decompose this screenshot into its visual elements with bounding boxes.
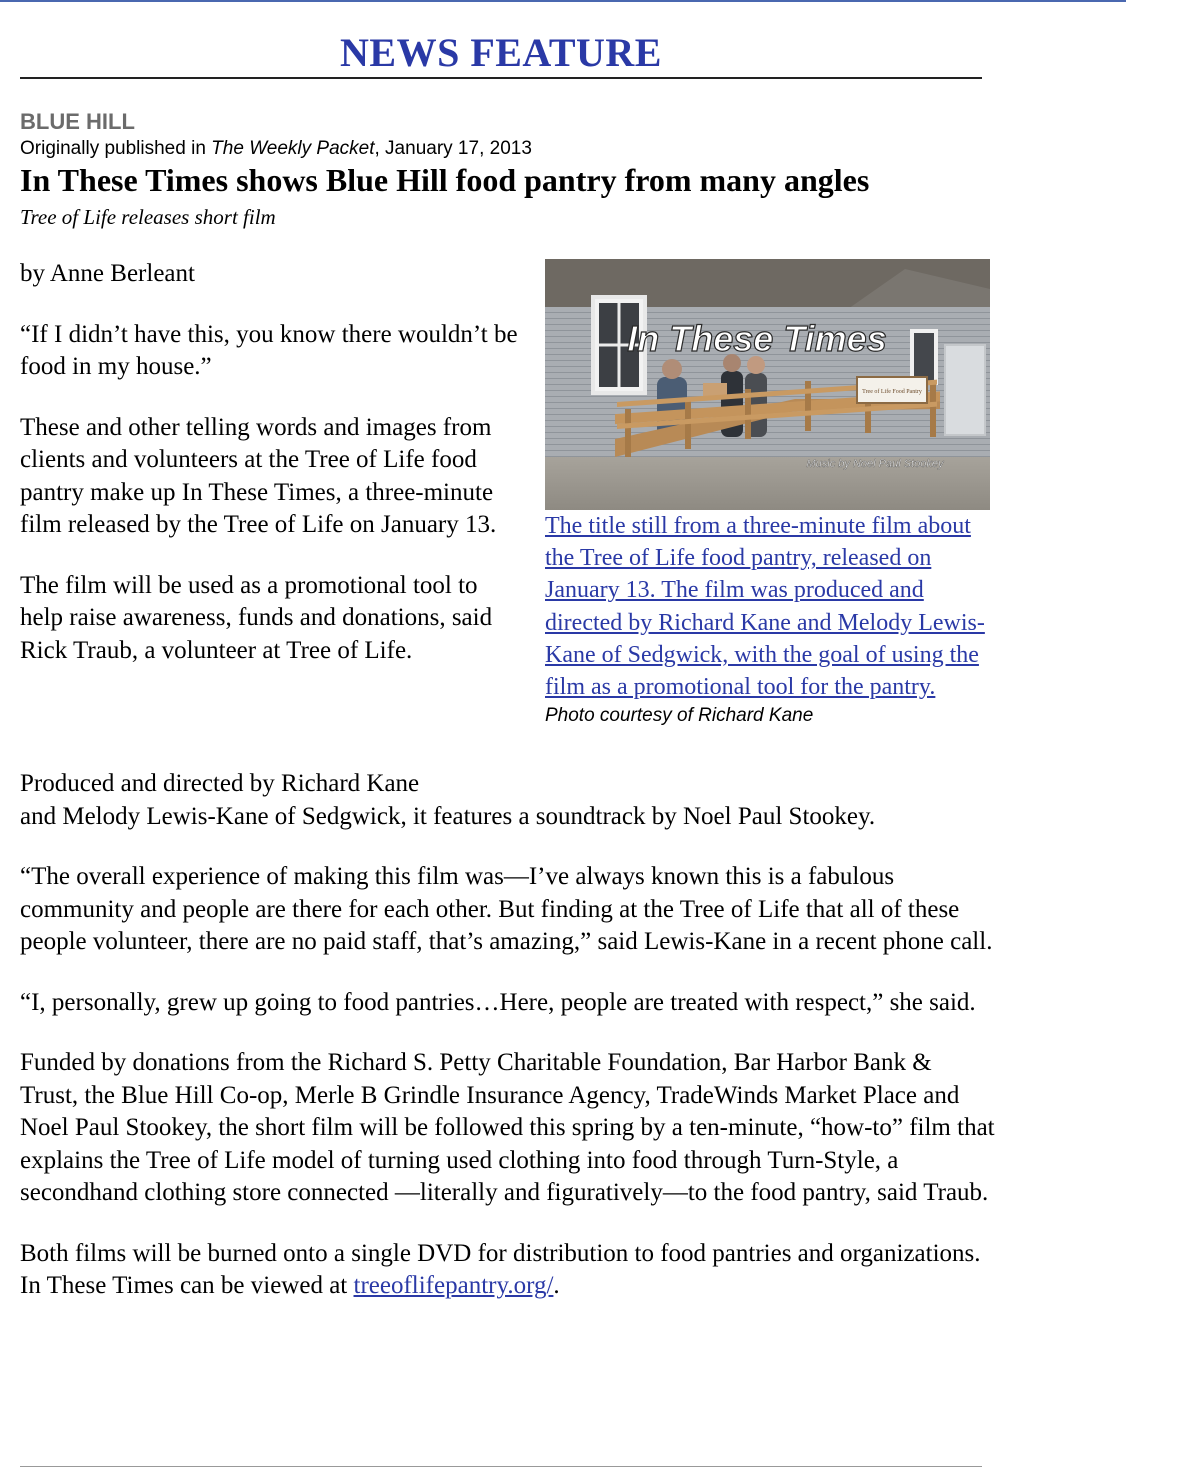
publication-info xyxy=(20,136,532,162)
article-photo xyxy=(545,259,990,510)
paragraph xyxy=(20,1238,995,1303)
pub-name: The Weekly Packet xyxy=(211,138,375,159)
title-divider xyxy=(20,77,982,79)
paragraph-text: Both films will be burned onto a single DVD for distribution to food pantries and organizations. In These Times can be viewed at xyxy=(20,1239,981,1299)
bottom-divider xyxy=(20,1466,982,1467)
pub-prefix: Originally published in xyxy=(20,138,212,159)
photo-music-credit: Music by Noel Paul Stookey xyxy=(806,458,944,470)
paragraph: “The overall experience of making this film was—I’ve always known this is a fabulous community and people are there for each other. But finding at the Tree of Life that all of these people volunteer, there are no paid staff, that’s amazing,” said Lewis-Kane in a recent phone call. xyxy=(20,863,993,955)
website-link[interactable]: treeoflifepantry.org/ xyxy=(353,1272,554,1299)
paragraph: “If I didn’t have this, you know there wouldn’t be food in my house.” xyxy=(20,320,518,380)
article-headline: In These Times shows Blue Hill food pantry from many angles xyxy=(20,162,870,198)
paragraph xyxy=(20,768,995,833)
article-body-bottom xyxy=(20,768,995,1331)
dateline: BLUE HILL xyxy=(20,109,135,134)
link-suffix: . xyxy=(553,1272,560,1299)
pub-date: , January 17, 2013 xyxy=(374,138,532,159)
photo-credit: Photo courtesy of Richard Kane xyxy=(545,705,814,727)
article-body-top xyxy=(20,258,525,695)
top-divider xyxy=(0,0,1126,2)
paragraph: Funded by donations from the Richard S. Petty Charitable Foundation, Bar Harbor Bank & Trust, the Blue Hill Co-op, Merle B Grindle Insurance Agency, TradeWinds Market Place and Noel Paul Stookey, the short film will be followed this spring by a ten-minute, “how-to” film that explains the Tree of Life model of turning used clothing into food through Turn-Style, a secondhand clothing store connected —literally and figuratively—to the food pantry, said Traub. xyxy=(20,1049,995,1206)
paragraph: “I, personally, grew up going to food pantries…Here, people are treated with respect,” she said. xyxy=(20,988,976,1016)
article-subhead: Tree of Life releases short film xyxy=(20,205,276,229)
byline: by Anne Berleant xyxy=(20,260,195,287)
photo-title-text: In These Times xyxy=(627,318,887,359)
photo-caption-link[interactable]: The title still from a three-minute film about the Tree of Life food pantry, released on January 13. The film was produced and directed by Richard Kane and Melody Lewis-Kane of Sedgwick, with the goal of using the film as a promotional tool for the pantry. xyxy=(545,513,985,701)
paragraph: The film will be used as a promotional tool to help raise awareness, funds and donations, said Rick Traub, a volunteer at Tree of Life. xyxy=(20,571,493,664)
paragraph-line: Produced and directed by Richard Kane xyxy=(20,770,420,797)
paragraph-line: and Melody Lewis-Kane of Sedgwick, it features a soundtrack by Noel Paul Stookey. xyxy=(20,802,876,830)
paragraph: These and other telling words and images from clients and volunteers at the Tree of Life food pantry make up In These Times, a three-minute film released by the Tree of Life on January 13. xyxy=(20,413,497,538)
photo-sign-text: Tree of Life Food Pantry xyxy=(862,389,922,395)
section-title: NEWS FEATURE xyxy=(340,30,662,75)
article-figure xyxy=(545,259,990,729)
